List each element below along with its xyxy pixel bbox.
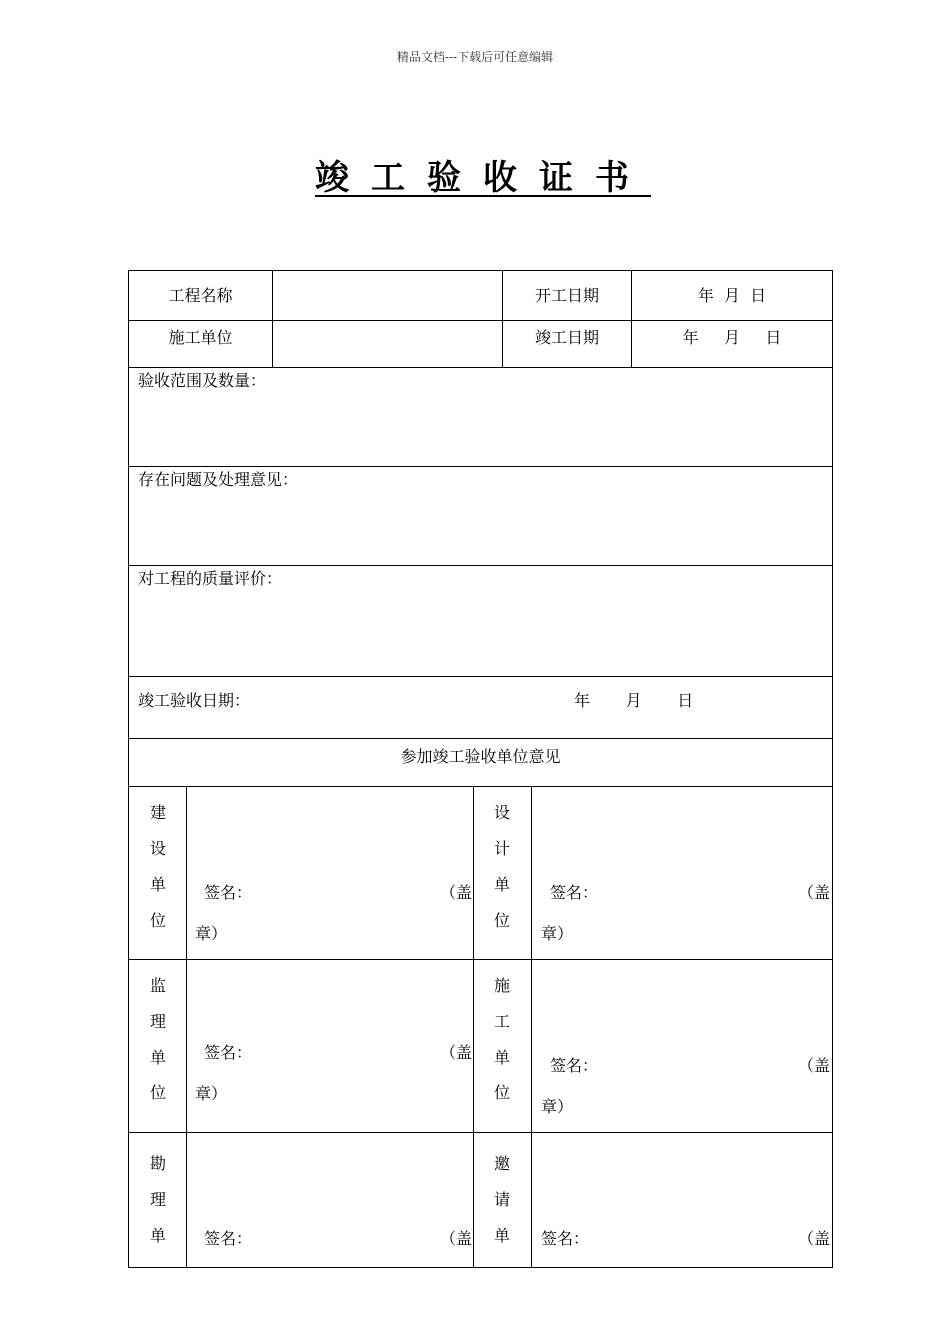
completion-date-label: 竣工日期 <box>534 328 599 347</box>
unit-name-char: 计 <box>493 839 510 858</box>
issues-label: 存在问题及处理意见： <box>138 470 299 489</box>
table-border-right <box>832 270 833 1268</box>
acceptance-date-label: 竣工验收日期： <box>138 691 251 710</box>
signature-label: 签名： <box>541 1229 590 1248</box>
contractor-label: 施工单位 <box>168 328 233 347</box>
opinions-header: 参加竣工验收单位意见 <box>400 747 561 766</box>
start-date-label: 开工日期 <box>534 286 599 305</box>
unit-name-char: 工 <box>493 1012 510 1031</box>
column-divider <box>531 786 532 1268</box>
seal-label: （盖 <box>798 1056 831 1075</box>
signature-label: 签名： <box>204 1229 253 1248</box>
row-divider <box>128 738 833 739</box>
unit-name-char: 建 <box>149 803 166 822</box>
unit-name-char: 理 <box>149 1012 166 1031</box>
seal-label: （盖 <box>440 883 473 902</box>
row-divider <box>128 1132 833 1133</box>
signature-label: 签名： <box>204 1043 253 1062</box>
row-divider <box>128 676 833 677</box>
unit-name-char: 请 <box>493 1190 510 1209</box>
seal-label: 章） <box>541 1097 574 1116</box>
unit-name-char: 位 <box>493 1083 510 1102</box>
unit-name-char: 位 <box>493 911 510 930</box>
row-divider <box>128 367 833 368</box>
column-divider <box>186 786 187 1268</box>
contractor-field[interactable] <box>273 321 502 367</box>
seal-label: 章） <box>541 924 574 943</box>
table-border-bottom <box>128 1267 833 1268</box>
header-note: 精品文档---下载后可任意编辑 <box>396 50 554 64</box>
seal-label: 章） <box>195 924 228 943</box>
unit-name-char: 设 <box>149 839 166 858</box>
row-divider <box>128 786 833 787</box>
seal-label: （盖 <box>798 883 831 902</box>
quality-label: 对工程的质量评价： <box>138 569 283 588</box>
unit-name-char: 设 <box>493 803 510 822</box>
document-title-text: 竣工验收证书 <box>315 158 651 198</box>
acceptance-date-value[interactable]: 年 月 日 <box>574 691 694 710</box>
unit-name-char: 位 <box>149 911 166 930</box>
seal-label: （盖 <box>440 1229 473 1248</box>
unit-name-char: 单 <box>149 1048 166 1067</box>
project-name-field[interactable] <box>273 271 502 320</box>
column-divider <box>502 270 503 368</box>
unit-name-char: 位 <box>149 1083 166 1102</box>
unit-name-char: 勘 <box>149 1154 166 1173</box>
seal-label: 章） <box>195 1084 228 1103</box>
unit-name-char: 单 <box>493 1226 510 1245</box>
row-divider <box>128 565 833 566</box>
unit-name-char: 理 <box>149 1190 166 1209</box>
unit-name-char: 单 <box>149 875 166 894</box>
signature-label: 签名： <box>550 1056 599 1075</box>
unit-name-char: 单 <box>493 875 510 894</box>
seal-label: （盖 <box>798 1229 831 1248</box>
seal-label: （盖 <box>440 1043 473 1062</box>
unit-name-char: 单 <box>493 1048 510 1067</box>
unit-name-char: 单 <box>149 1226 166 1245</box>
project-name-label: 工程名称 <box>168 286 233 305</box>
table-border-left <box>128 270 129 1268</box>
unit-name-char: 监 <box>149 976 166 995</box>
row-divider <box>128 466 833 467</box>
row-divider <box>128 959 833 960</box>
unit-name-char: 施 <box>493 976 510 995</box>
scope-label: 验收范围及数量： <box>138 371 267 390</box>
signature-label: 签名： <box>550 883 599 902</box>
signature-label: 签名： <box>204 883 253 902</box>
column-divider <box>631 270 632 368</box>
start-date-value[interactable]: 年 月 日 <box>697 286 767 305</box>
unit-name-char: 邀 <box>493 1154 510 1173</box>
completion-date-value[interactable]: 年 月 日 <box>682 328 782 347</box>
